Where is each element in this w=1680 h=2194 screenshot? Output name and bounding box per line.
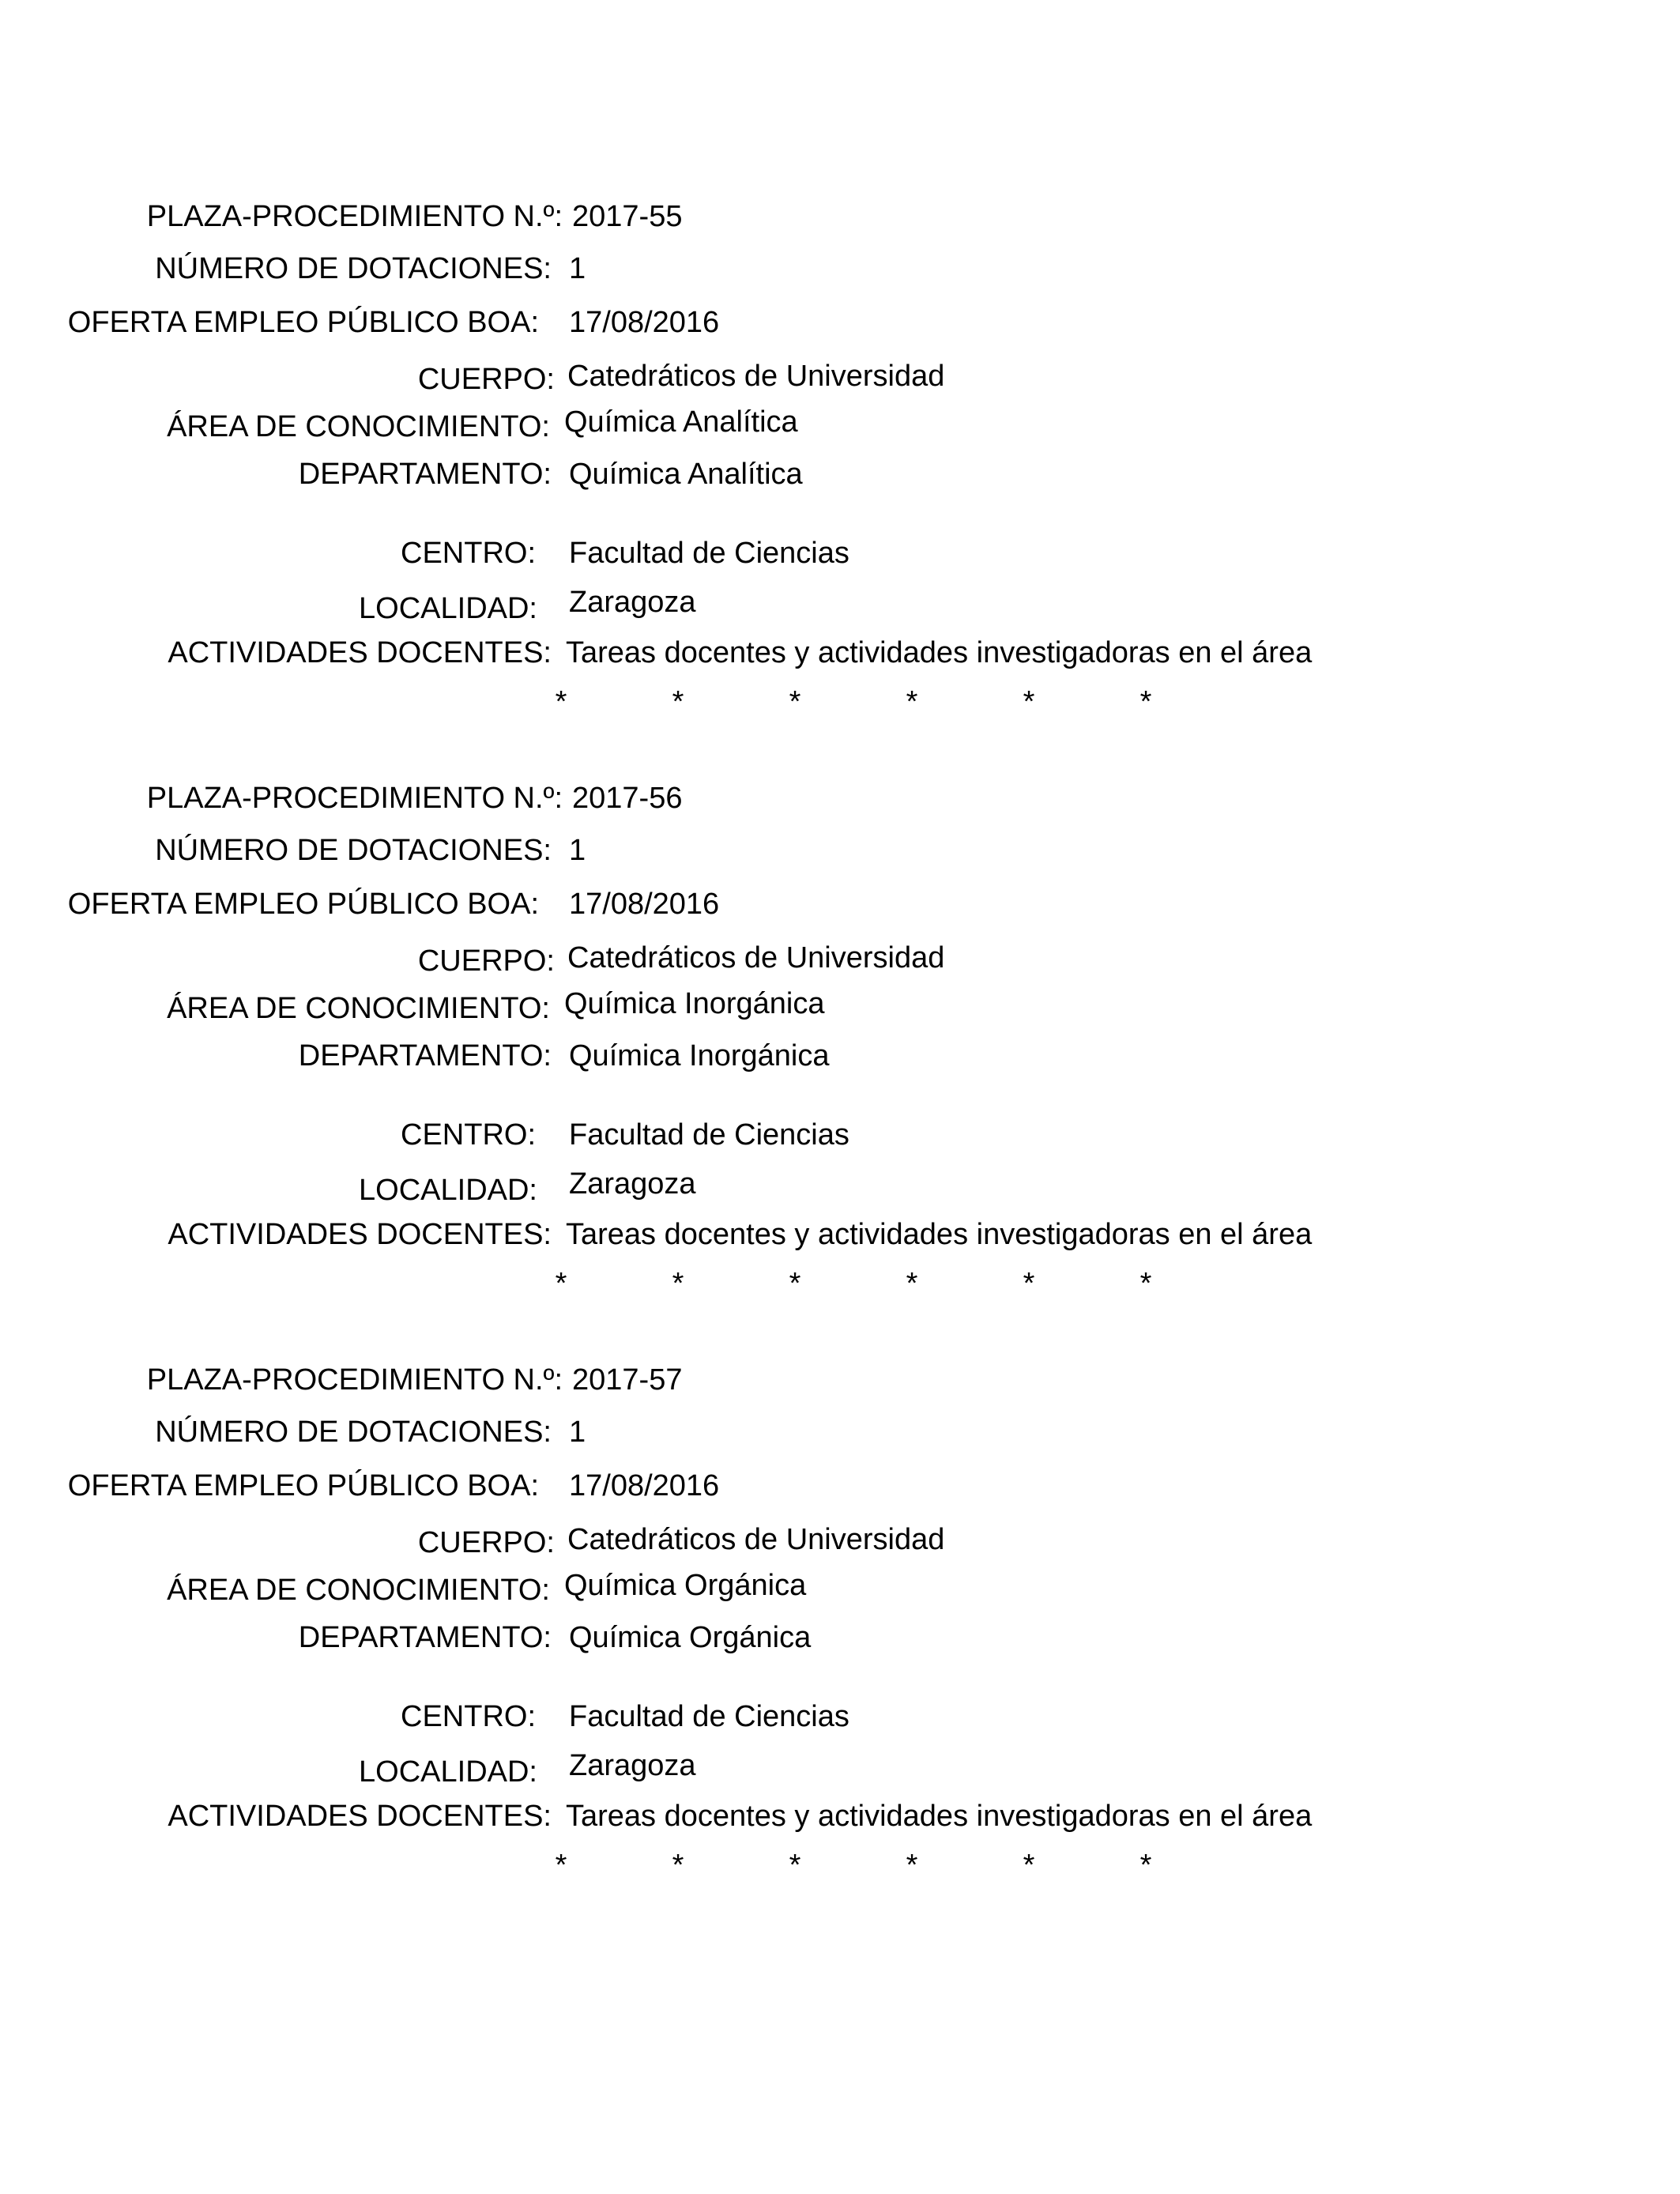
cuerpo-value: Catedráticos de Universidad bbox=[567, 941, 945, 974]
separator-star: * bbox=[1023, 685, 1035, 718]
area-value: Química Inorgánica bbox=[564, 987, 825, 1020]
departamento-value: Química Orgánica bbox=[569, 1621, 812, 1654]
actividades-label: ACTIVIDADES DOCENTES: bbox=[168, 636, 552, 669]
oferta-value: 17/08/2016 bbox=[569, 888, 720, 921]
oferta-value: 17/08/2016 bbox=[569, 306, 720, 339]
oferta-label: OFERTA EMPLEO PÚBLICO BOA: bbox=[67, 306, 539, 339]
centro-label: CENTRO: bbox=[401, 1700, 536, 1733]
actividades-value: Tareas docentes y actividades investigadoras en el área bbox=[566, 636, 1313, 669]
departamento-label: DEPARTAMENTO: bbox=[298, 1621, 552, 1654]
oferta-value: 17/08/2016 bbox=[569, 1469, 720, 1502]
actividades-value: Tareas docentes y actividades investigadoras en el área bbox=[566, 1800, 1313, 1833]
cuerpo-label: CUERPO: bbox=[417, 1526, 555, 1559]
separator-star: * bbox=[555, 1267, 567, 1300]
cuerpo-value: Catedráticos de Universidad bbox=[567, 360, 945, 393]
separator-star: * bbox=[1023, 1849, 1035, 1882]
separator-star: * bbox=[1139, 1849, 1152, 1882]
departamento-value: Química Inorgánica bbox=[569, 1039, 830, 1072]
localidad-value: Zaragoza bbox=[569, 1749, 696, 1782]
separator-star: * bbox=[789, 685, 801, 718]
plaza-block bbox=[0, 582, 1680, 1300]
separator-star: * bbox=[672, 685, 684, 718]
localidad-value: Zaragoza bbox=[569, 586, 696, 619]
actividades-value: Tareas docentes y actividades investigadoras en el área bbox=[566, 1218, 1313, 1251]
centro-label: CENTRO: bbox=[401, 1118, 536, 1152]
localidad-label: LOCALIDAD: bbox=[359, 592, 537, 625]
plaza-value: 2017-56 bbox=[572, 782, 683, 815]
plaza-block bbox=[0, 0, 1680, 718]
plaza-label: PLAZA-PROCEDIMIENTO N.º: bbox=[146, 782, 563, 815]
dotaciones-value: 1 bbox=[569, 252, 586, 285]
departamento-label: DEPARTAMENTO: bbox=[298, 458, 552, 491]
centro-label: CENTRO: bbox=[401, 537, 536, 570]
separator-star: * bbox=[1023, 1267, 1035, 1300]
localidad-label: LOCALIDAD: bbox=[359, 1174, 537, 1207]
separator-star: * bbox=[1139, 1267, 1152, 1300]
oferta-label: OFERTA EMPLEO PÚBLICO BOA: bbox=[67, 1469, 539, 1502]
plaza-value: 2017-55 bbox=[572, 200, 683, 233]
separator-stars bbox=[553, 1848, 1154, 1883]
actividades-label: ACTIVIDADES DOCENTES: bbox=[168, 1800, 552, 1833]
separator-star: * bbox=[555, 1849, 567, 1882]
localidad-value: Zaragoza bbox=[569, 1167, 696, 1201]
separator-star: * bbox=[906, 1849, 918, 1882]
cuerpo-label: CUERPO: bbox=[417, 363, 555, 396]
separator-star: * bbox=[906, 1267, 918, 1300]
departamento-value: Química Analítica bbox=[569, 458, 803, 491]
oferta-label: OFERTA EMPLEO PÚBLICO BOA: bbox=[67, 888, 539, 921]
area-label: ÁREA DE CONOCIMIENTO: bbox=[167, 410, 550, 443]
separator-star: * bbox=[906, 685, 918, 718]
dotaciones-label: NÚMERO DE DOTACIONES: bbox=[155, 834, 552, 867]
cuerpo-label: CUERPO: bbox=[417, 944, 555, 978]
plaza-label: PLAZA-PROCEDIMIENTO N.º: bbox=[146, 1363, 563, 1397]
centro-value: Facultad de Ciencias bbox=[569, 537, 849, 570]
area-value: Química Orgánica bbox=[564, 1569, 807, 1602]
centro-value: Facultad de Ciencias bbox=[569, 1700, 849, 1733]
separator-star: * bbox=[789, 1267, 801, 1300]
plaza-label: PLAZA-PROCEDIMIENTO N.º: bbox=[146, 200, 563, 233]
dotaciones-label: NÚMERO DE DOTACIONES: bbox=[155, 1416, 552, 1449]
departamento-label: DEPARTAMENTO: bbox=[298, 1039, 552, 1072]
separator-star: * bbox=[789, 1849, 801, 1882]
area-value: Química Analítica bbox=[564, 405, 798, 439]
plaza-block bbox=[0, 1163, 1680, 1882]
area-label: ÁREA DE CONOCIMIENTO: bbox=[167, 1574, 550, 1607]
dotaciones-value: 1 bbox=[569, 834, 586, 867]
dotaciones-label: NÚMERO DE DOTACIONES: bbox=[155, 252, 552, 285]
separator-star: * bbox=[555, 685, 567, 718]
dotaciones-value: 1 bbox=[569, 1416, 586, 1449]
plaza-value: 2017-57 bbox=[572, 1363, 683, 1397]
centro-value: Facultad de Ciencias bbox=[569, 1118, 849, 1152]
separator-star: * bbox=[672, 1849, 684, 1882]
localidad-label: LOCALIDAD: bbox=[359, 1755, 537, 1789]
actividades-label: ACTIVIDADES DOCENTES: bbox=[168, 1218, 552, 1251]
cuerpo-value: Catedráticos de Universidad bbox=[567, 1523, 945, 1556]
separator-star: * bbox=[1139, 685, 1152, 718]
separator-star: * bbox=[672, 1267, 684, 1300]
area-label: ÁREA DE CONOCIMIENTO: bbox=[167, 992, 550, 1025]
